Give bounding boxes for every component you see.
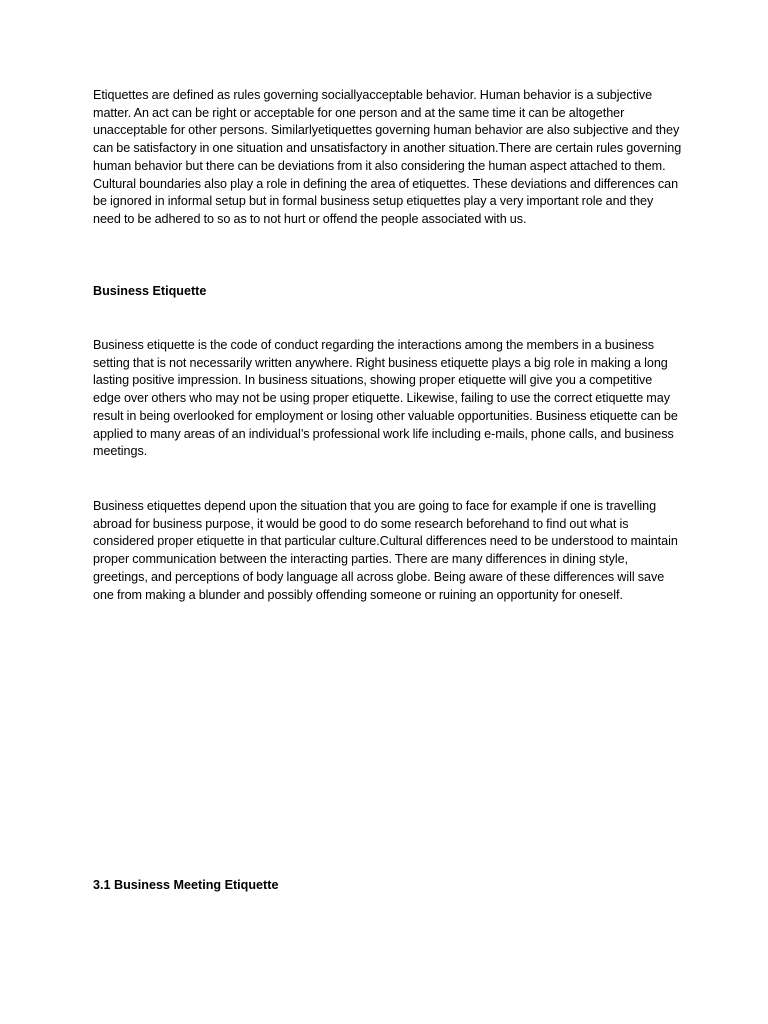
section-heading-business-etiquette: Business Etiquette	[93, 284, 207, 298]
business-etiquette-paragraph-1: Business etiquette is the code of conduct regarding the interactions among the members in a business setting that is not necessarily written anywhere. Right business etiquette plays a big role in making a long lasting positive impression. In business situations, showing proper etiquette will give you a competitive edge over others who may not be using proper etiquette. Likewise, failing to use the correct etiquette may result in being overlooked for employment or losing other valuable opportunities. Business etiquette can be applied to many areas of an individual’s professional work life including e-mails, phone calls, and business meetings.	[93, 338, 678, 459]
intro-paragraph: Etiquettes are defined as rules governing sociallyacceptable behavior. Human behavior is a subjective matter. An act can be right or acceptable for one person and at the same time it can be altogether unacceptable for other persons. Similarlyetiquettes governing human behavior are also subjective and they can be satisfactory in one situation and unsatisfactory in another situation.There are certain rules governing human behavior but there can be deviations from it also considering the human aspect attached to them. Cultural boundaries also play a role in defining the area of etiquettes. These deviations and differences can be ignored in informal setup but in formal business setup etiquettes play a very important role and they need to be adhered to so as to not hurt or offend the people associated with us.	[93, 88, 682, 226]
business-etiquette-paragraph-2: Business etiquettes depend upon the situation that you are going to face for example if one is travelling abroad for business purpose, it would be good to do some research beforehand to find out what is considered proper etiquette in that particular culture.Cultural differences need to be understood to maintain proper communication between the interacting parties. There are many differences in dining style, greetings, and perceptions of body language all across globe. Being aware of these differences will save one from making a blunder and possibly offending someone or ruining an opportunity for oneself.	[93, 499, 678, 602]
section-heading-meeting-etiquette: 3.1 Business Meeting Etiquette	[93, 878, 279, 892]
